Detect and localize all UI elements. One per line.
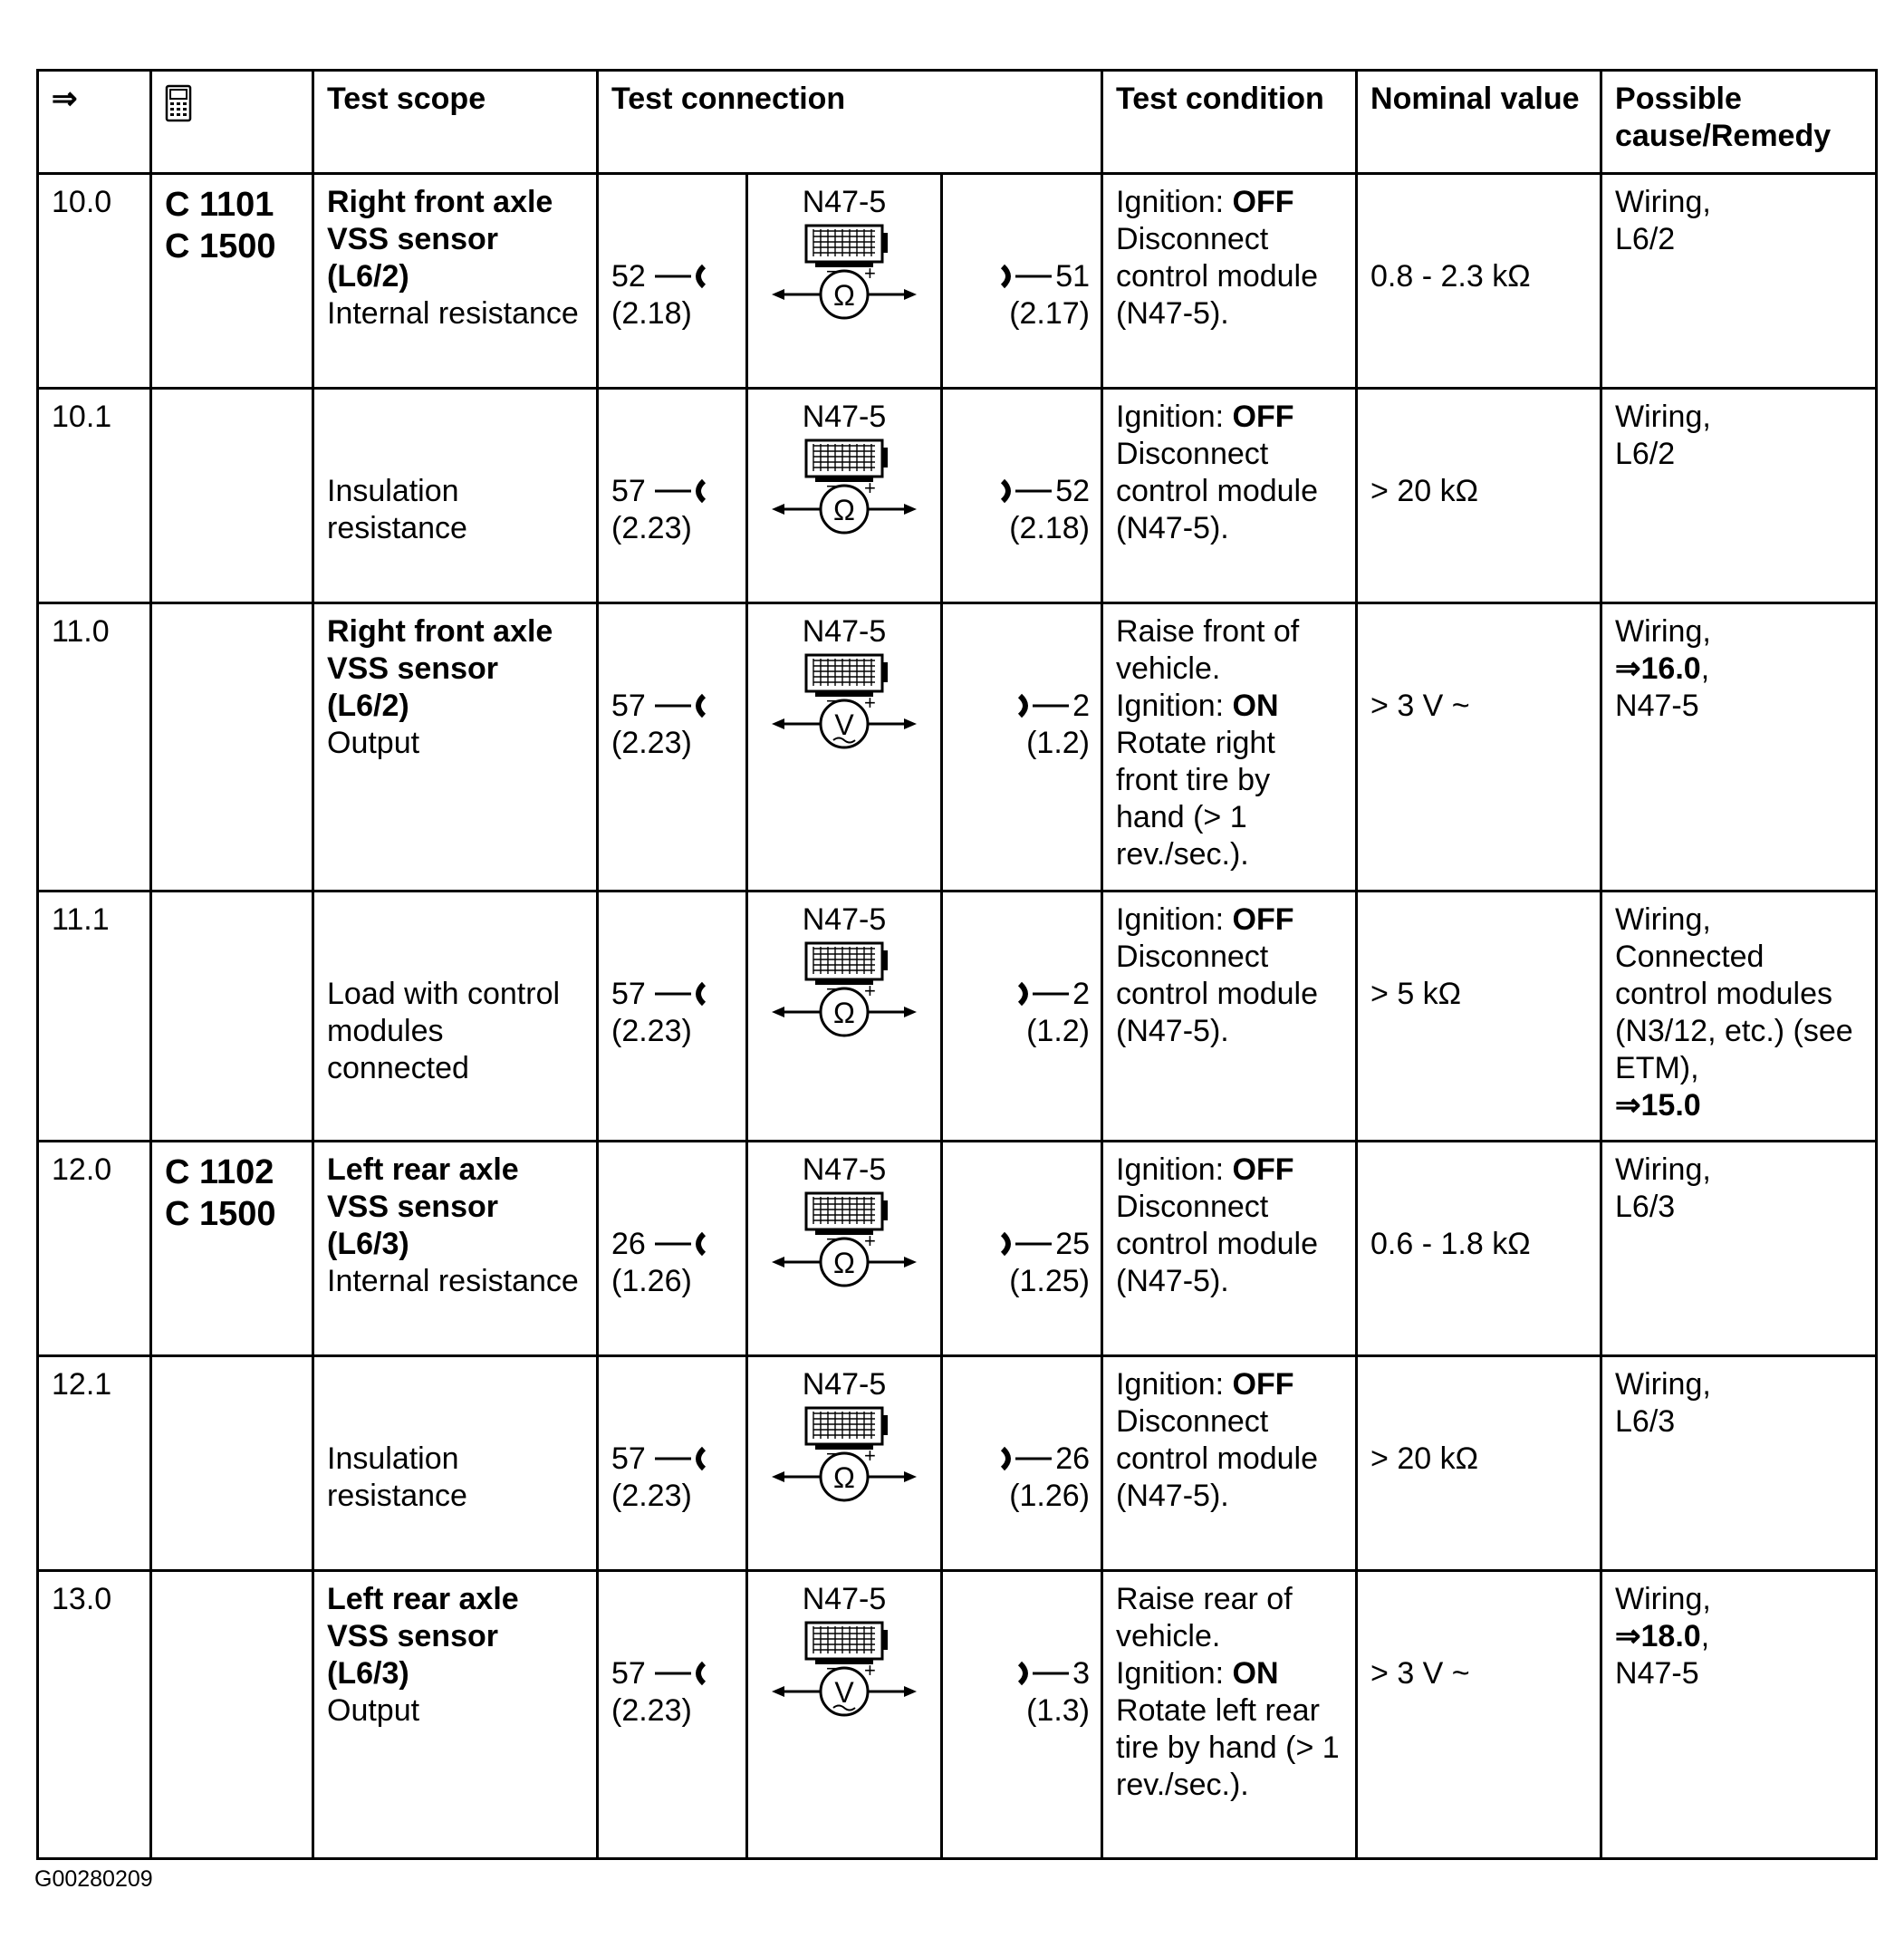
header-tester: [151, 71, 313, 174]
meter-cell: [747, 1142, 942, 1356]
pin-left-ref: (2.23): [611, 1479, 692, 1513]
pin-right-cell: [942, 1356, 1102, 1571]
scope-subtitle: Load with control modules connected: [327, 977, 561, 1085]
ohmmeter-icon: [770, 224, 918, 323]
figure-id: G00280209: [34, 1866, 153, 1892]
remedy-line: N47-5: [1615, 689, 1699, 723]
pin-right: 3: [1015, 1655, 1090, 1692]
pin-right: 2: [1015, 976, 1090, 1013]
header-row: [38, 71, 1877, 174]
svg-text:Ω: Ω: [833, 494, 855, 526]
pin-left-ref: (2.18): [611, 296, 692, 331]
voltmeter-icon: [770, 1621, 918, 1720]
pin-left: 52: [611, 258, 709, 295]
header-possible-cause: Possible cause/Remedy: [1601, 71, 1877, 174]
table-row: [38, 389, 1877, 603]
test-scope: [313, 174, 598, 389]
male-connector-icon: [1015, 980, 1071, 1007]
svg-text:V: V: [834, 1676, 854, 1709]
test-condition: [1102, 892, 1357, 1142]
svg-text:+: +: [864, 262, 876, 284]
step-number: 10.1: [38, 389, 151, 603]
fault-codes: [151, 892, 313, 1142]
test-condition: [1102, 174, 1357, 389]
test-scope: [313, 1571, 598, 1859]
scope-subtitle: Internal resistance: [327, 296, 579, 331]
pin-right: 25: [997, 1226, 1090, 1263]
remedy-line: L6/2: [1615, 437, 1676, 471]
header-test-connection: Test connection: [598, 71, 1102, 174]
pin-left-ref: (2.23): [611, 511, 692, 545]
remedy-line: ⇒15.0: [1615, 1088, 1701, 1123]
pin-left-cell: [598, 603, 747, 892]
step-number: 12.0: [38, 1142, 151, 1356]
condition-line: Disconnect control module (N47-5).: [1116, 1190, 1319, 1298]
header-nominal-value: Nominal value: [1357, 71, 1601, 174]
scope-subtitle: Internal resistance: [327, 1264, 579, 1298]
table-row: [38, 892, 1877, 1142]
pin-right-ref: (1.2): [1026, 726, 1091, 760]
scope-title: Left rear axle VSS sensor (L6/3): [327, 1582, 519, 1691]
remedy-line: ⇒16.0,: [1615, 651, 1710, 686]
test-condition: [1102, 1356, 1357, 1571]
test-scope: [313, 1142, 598, 1356]
pin-left-cell: [598, 1356, 747, 1571]
scope-subtitle: Insulation resistance: [327, 1441, 467, 1513]
fault-codes: [151, 389, 313, 603]
remedy-line: L6/3: [1615, 1404, 1676, 1439]
condition-line: Raise rear of vehicle.: [1116, 1582, 1293, 1653]
svg-text:Ω: Ω: [833, 1247, 855, 1279]
possible-cause: [1601, 1142, 1877, 1356]
condition-line: Rotate left rear tire by hand (> 1 rev./sec.).: [1116, 1693, 1340, 1802]
remedy-line: Wiring,: [1615, 185, 1711, 219]
remedy-line: Wiring,: [1615, 1367, 1711, 1402]
nominal-value: > 3 V ~: [1357, 1571, 1601, 1859]
ohmmeter-icon: [770, 439, 918, 538]
condition-line: Ignition: ON: [1116, 689, 1279, 723]
pin-left: 57: [611, 1655, 709, 1692]
remedy-line: ⇒18.0,: [1615, 1619, 1710, 1653]
possible-cause: [1601, 389, 1877, 603]
pin-left: 57: [611, 473, 709, 510]
condition-line: Disconnect control module (N47-5).: [1116, 222, 1319, 331]
pin-right-ref: (2.17): [1009, 296, 1091, 331]
remedy-line: L6/2: [1615, 222, 1676, 256]
svg-text:Ω: Ω: [833, 1461, 855, 1494]
test-table: [36, 69, 1878, 1860]
pin-left-ref: (2.23): [611, 726, 692, 760]
step-number: 11.1: [38, 892, 151, 1142]
remedy-line: Wiring,: [1615, 1582, 1711, 1616]
fault-codes: [151, 1356, 313, 1571]
condition-line: Rotate right front tire by hand (> 1 rev./sec.).: [1116, 726, 1275, 872]
possible-cause: [1601, 603, 1877, 892]
pin-left: 57: [611, 976, 709, 1013]
svg-text:−: −: [826, 689, 838, 712]
test-scope: [313, 389, 598, 603]
svg-text:+: +: [864, 691, 876, 714]
svg-text:−: −: [826, 1657, 838, 1680]
fault-codes: [151, 174, 313, 389]
module-label: N47-5: [802, 400, 887, 434]
pin-right-ref: (2.18): [1009, 511, 1091, 545]
svg-text:−: −: [826, 1442, 838, 1465]
possible-cause: [1601, 1571, 1877, 1859]
pin-right-cell: [942, 174, 1102, 389]
pin-right-cell: [942, 1142, 1102, 1356]
ohmmeter-icon: [770, 1191, 918, 1291]
test-scope: [313, 1356, 598, 1571]
nominal-value: > 3 V ~: [1357, 603, 1601, 892]
condition-line: Ignition: OFF: [1116, 185, 1294, 219]
test-scope: [313, 892, 598, 1142]
female-connector-icon: [653, 477, 709, 505]
svg-text:+: +: [864, 1229, 876, 1252]
fault-codes: [151, 1142, 313, 1356]
condition-line: Ignition: OFF: [1116, 400, 1294, 434]
meter-cell: [747, 603, 942, 892]
scope-subtitle: Output: [327, 1693, 420, 1728]
fault-codes: [151, 603, 313, 892]
possible-cause: [1601, 1356, 1877, 1571]
step-number: 10.0: [38, 174, 151, 389]
nominal-value: > 5 kΩ: [1357, 892, 1601, 1142]
svg-text:+: +: [864, 979, 876, 1002]
table-row: [38, 1571, 1877, 1859]
svg-text:−: −: [826, 978, 838, 1000]
female-connector-icon: [653, 1660, 709, 1687]
pin-left-cell: [598, 389, 747, 603]
pin-left: 26: [611, 1226, 709, 1263]
female-connector-icon: [653, 692, 709, 719]
condition-line: Raise front of vehicle.: [1116, 614, 1300, 686]
pin-left-ref: (2.23): [611, 1693, 692, 1728]
module-label: N47-5: [802, 1582, 887, 1616]
possible-cause: [1601, 174, 1877, 389]
table-row: [38, 1142, 1877, 1356]
test-condition: [1102, 1142, 1357, 1356]
pin-left-ref: (1.26): [611, 1264, 692, 1298]
male-connector-icon: [1015, 1660, 1071, 1687]
meter-cell: [747, 389, 942, 603]
female-connector-icon: [653, 980, 709, 1007]
header-test-condition: Test condition: [1102, 71, 1357, 174]
condition-line: Ignition: ON: [1116, 1656, 1279, 1691]
table-row: [38, 1356, 1877, 1571]
svg-text:−: −: [826, 1228, 838, 1250]
fault-code: C 1500: [165, 1195, 276, 1233]
test-condition: [1102, 389, 1357, 603]
pin-right: 2: [1015, 688, 1090, 725]
pin-right: 51: [997, 258, 1090, 295]
scope-subtitle: Insulation resistance: [327, 474, 467, 545]
svg-text:−: −: [826, 475, 838, 497]
pin-right-ref: (1.2): [1026, 1014, 1091, 1048]
meter-cell: [747, 174, 942, 389]
pin-right-ref: (1.26): [1009, 1479, 1091, 1513]
pin-left-ref: (2.23): [611, 1014, 692, 1048]
module-label: N47-5: [802, 614, 887, 649]
test-scope: [313, 603, 598, 892]
pin-left: 57: [611, 688, 709, 725]
header-test-scope: Test scope: [313, 71, 598, 174]
pin-left-cell: [598, 1571, 747, 1859]
pin-right-cell: [942, 1571, 1102, 1859]
condition-line: Disconnect control module (N47-5).: [1116, 940, 1319, 1048]
scope-title: Left rear axle VSS sensor (L6/3): [327, 1152, 519, 1261]
svg-text:−: −: [826, 260, 838, 283]
possible-cause: [1601, 892, 1877, 1142]
fault-code: C 1500: [165, 227, 276, 265]
female-connector-icon: [653, 1445, 709, 1472]
fault-codes: [151, 1571, 313, 1859]
condition-line: Ignition: OFF: [1116, 902, 1294, 937]
step-number: 13.0: [38, 1571, 151, 1859]
pin-right-ref: (1.25): [1009, 1264, 1091, 1298]
ohmmeter-icon: [770, 1406, 918, 1506]
male-connector-icon: [997, 477, 1053, 505]
meter-cell: [747, 892, 942, 1142]
diagnostic-tester-icon: [165, 84, 192, 131]
pin-right-cell: [942, 603, 1102, 892]
ohmmeter-icon: [770, 941, 918, 1041]
male-connector-icon: [997, 1230, 1053, 1258]
svg-text:V: V: [834, 708, 854, 741]
voltmeter-icon: [770, 653, 918, 753]
scope-title: Right front axle VSS sensor (L6/2): [327, 185, 553, 294]
test-condition: [1102, 603, 1357, 892]
pin-right: 52: [997, 473, 1090, 510]
module-label: N47-5: [802, 902, 887, 937]
fault-code: C 1101: [165, 186, 274, 224]
module-label: N47-5: [802, 1367, 887, 1402]
pin-left-cell: [598, 174, 747, 389]
test-condition: [1102, 1571, 1357, 1859]
svg-text:+: +: [864, 477, 876, 499]
remedy-line: Connected control modules (N3/12, etc.) (see ETM),: [1615, 940, 1853, 1085]
scope-subtitle: Output: [327, 726, 420, 760]
svg-text:+: +: [864, 1444, 876, 1467]
pin-left-cell: [598, 1142, 747, 1356]
condition-line: Ignition: OFF: [1116, 1152, 1294, 1187]
pin-right: 26: [997, 1441, 1090, 1478]
meter-cell: [747, 1356, 942, 1571]
fault-code: C 1102: [165, 1153, 274, 1191]
svg-text:Ω: Ω: [833, 279, 855, 312]
condition-line: Disconnect control module (N47-5).: [1116, 437, 1319, 545]
pin-left-cell: [598, 892, 747, 1142]
nominal-value: > 20 kΩ: [1357, 1356, 1601, 1571]
condition-line: Disconnect control module (N47-5).: [1116, 1404, 1319, 1513]
remedy-line: N47-5: [1615, 1656, 1699, 1691]
header-arrow: ⇒: [38, 71, 151, 174]
nominal-value: 0.6 - 1.8 kΩ: [1357, 1142, 1601, 1356]
svg-text:Ω: Ω: [833, 997, 855, 1029]
male-connector-icon: [997, 263, 1053, 290]
nominal-value: 0.8 - 2.3 kΩ: [1357, 174, 1601, 389]
step-number: 11.0: [38, 603, 151, 892]
pin-right-ref: (1.3): [1026, 1693, 1091, 1728]
remedy-line: Wiring,: [1615, 400, 1711, 434]
step-number: 12.1: [38, 1356, 151, 1571]
remedy-line: Wiring,: [1615, 902, 1711, 937]
remedy-line: Wiring,: [1615, 614, 1711, 649]
condition-line: Ignition: OFF: [1116, 1367, 1294, 1402]
remedy-line: Wiring,: [1615, 1152, 1711, 1187]
module-label: N47-5: [802, 185, 887, 219]
pin-right-cell: [942, 389, 1102, 603]
pin-left: 57: [611, 1441, 709, 1478]
female-connector-icon: [653, 263, 709, 290]
module-label: N47-5: [802, 1152, 887, 1187]
meter-cell: [747, 1571, 942, 1859]
male-connector-icon: [997, 1445, 1053, 1472]
nominal-value: > 20 kΩ: [1357, 389, 1601, 603]
table-row: [38, 174, 1877, 389]
male-connector-icon: [1015, 692, 1071, 719]
svg-text:+: +: [864, 1659, 876, 1682]
pin-right-cell: [942, 892, 1102, 1142]
female-connector-icon: [653, 1230, 709, 1258]
remedy-line: L6/3: [1615, 1190, 1676, 1224]
scope-title: Right front axle VSS sensor (L6/2): [327, 614, 553, 723]
table-row: [38, 603, 1877, 892]
